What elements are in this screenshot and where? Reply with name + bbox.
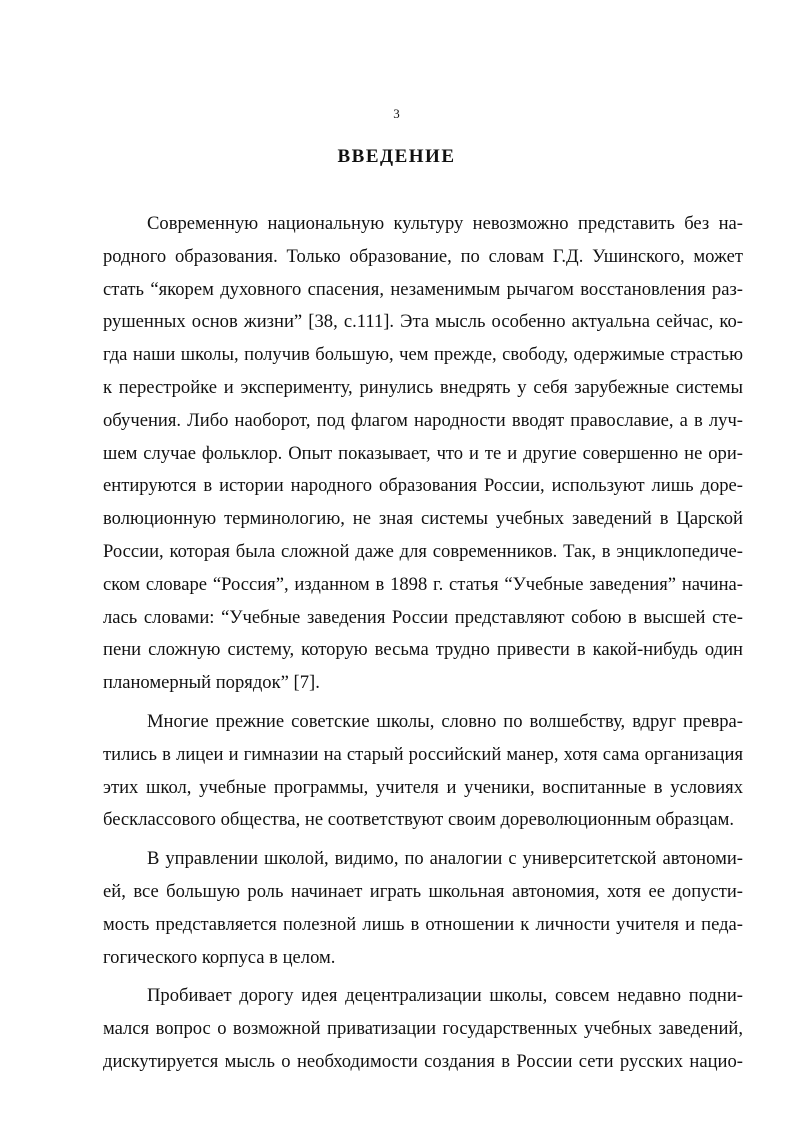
text-line: шем случае фольклор. Опыт показывает, что и те и другие совершенно не ори- [103, 442, 743, 464]
paragraph [103, 706, 743, 837]
text-line: ентируются в истории народного образования России, используют лишь доре- [103, 475, 743, 497]
text-line: стать “якорем духовного спасения, незаменимым рычагом восстановления раз- [103, 278, 743, 300]
text-line: В управлении школой, видимо, по аналогии с университетской автономи- [147, 848, 743, 870]
text-line: тились в лицеи и гимназии на старый российский манер, хотя сама организация [103, 743, 743, 765]
text-line: этих школ, учебные программы, учителя и ученики, воспитанные в условиях [103, 776, 743, 798]
text-line: Многие прежние советские школы, словно по волшебству, вдруг превра- [147, 710, 743, 732]
text-line: родного образования. Только образование, по словам Г.Д. Ушинского, может [103, 245, 743, 267]
text-line: Современную национальную культуру невозможно представить без на- [147, 213, 743, 234]
document-body [103, 208, 743, 1079]
text-line: Пробивает дорогу идея децентрализации школы, совсем недавно подни- [147, 985, 743, 1007]
text-line: пени сложную систему, которую весьма трудно привести в какой-нибудь один [103, 639, 743, 661]
text-line: мался вопрос о возможной приватизации государственных учебных заведений, [103, 1018, 743, 1040]
text-line: рушенных основ жизни” [38, с.111]. Эта мысль особенно актуальна сейчас, ко- [103, 311, 743, 333]
text-line: ей, все большую роль начинает играть школьная автономия, хотя ее допусти- [103, 880, 743, 902]
page-number: 3 [393, 106, 400, 121]
paragraph [103, 208, 743, 700]
paragraph [103, 843, 743, 974]
text-line: волюционную терминологию, не зная системы учебных заведений в Царской [103, 508, 743, 530]
text-line: мость представляется полезной лишь в отношении к личности учителя и педа- [103, 913, 743, 935]
page-title: ВВЕДЕНИЕ [337, 146, 456, 167]
text-line: ском словаре “Россия”, изданном в 1898 г. статья “Учебные заведения” начина- [103, 573, 743, 595]
text-line: бесклассового общества, не соответствуют своим дореволюционным образцам. [103, 809, 734, 831]
text-line: планомерный порядок” [7]. [103, 672, 320, 694]
text-line: дискутируется мысль о необходимости создания в России сети русских нацио- [103, 1050, 743, 1072]
text-line: России, которая была сложной даже для современников. Так, в энциклопедиче- [103, 540, 743, 562]
text-line: обучения. Либо наоборот, под флагом народности вводят православие, а в луч- [103, 409, 743, 431]
text-line: гогического корпуса в целом. [103, 946, 336, 968]
paragraph [103, 980, 743, 1078]
text-line: гда наши школы, получив большую, чем прежде, свободу, одержимые страстью [103, 344, 743, 366]
text-line: к перестройке и эксперименту, ринулись внедрять у себя зарубежные системы [103, 376, 743, 398]
text-line: лась словами: “Учебные заведения России представляют собою в высшей сте- [103, 606, 743, 628]
